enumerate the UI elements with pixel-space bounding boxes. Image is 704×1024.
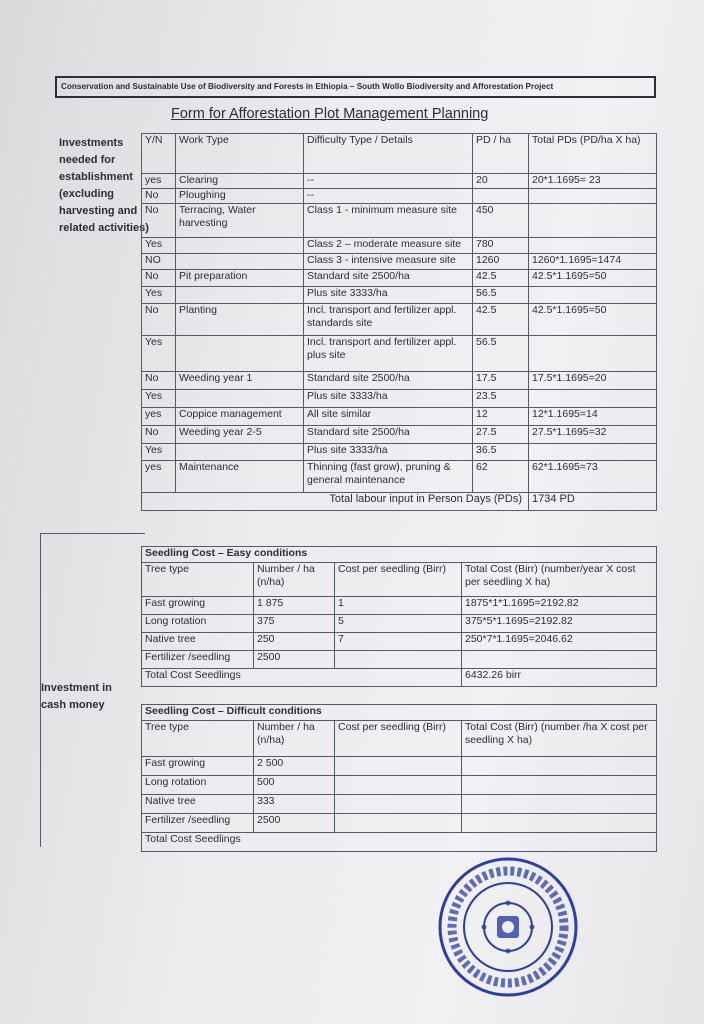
cell-yn: No <box>142 204 176 238</box>
cell-cost: 5 <box>335 615 462 633</box>
header-yn: Y/N <box>142 134 176 174</box>
cell-total: 17.5*1.1695=20 <box>529 372 657 390</box>
cell-total <box>462 651 657 669</box>
cell-total <box>529 336 657 372</box>
easy-total-label: Total Cost Seedlings <box>142 669 462 687</box>
cell-cost: 7 <box>335 633 462 651</box>
form-title: Form for Afforestation Plot Management Planning <box>171 106 489 122</box>
cell-total: 62*1.1695=73 <box>529 461 657 493</box>
table-row <box>142 287 657 304</box>
easy-header-total: Total Cost (Birr) (number/year X cost per seedling X ha) <box>462 563 657 597</box>
table-row <box>142 189 657 204</box>
table-row <box>142 633 657 651</box>
cell-work: Terracing, Water harvesting <box>176 204 304 238</box>
labour-table <box>141 133 657 511</box>
cell-number: 500 <box>254 776 335 795</box>
cell-cost <box>335 651 462 669</box>
difficult-header-cost: Cost per seedling (Birr) <box>335 721 462 757</box>
cell-number: 333 <box>254 795 335 814</box>
table-row <box>142 408 657 426</box>
easy-section-title: Seedling Cost – Easy conditions <box>142 547 657 563</box>
cell-diff: Thinning (fast grow), pruning & general maintenance <box>304 461 473 493</box>
cell-cost <box>335 776 462 795</box>
cell-number: 2500 <box>254 814 335 833</box>
cell-diff: -- <box>304 174 473 189</box>
difficult-header-row <box>142 721 657 757</box>
cell-pd: 20 <box>473 174 529 189</box>
cell-pd: 42.5 <box>473 270 529 287</box>
cell-diff: All site similar <box>304 408 473 426</box>
cell-diff: Plus site 3333/ha <box>304 390 473 408</box>
cell-diff: Standard site 2500/ha <box>304 372 473 390</box>
cell-total: 375*5*1.1695=2192.82 <box>462 615 657 633</box>
cell-diff: Class 2 – moderate measure site <box>304 238 473 254</box>
table-row <box>142 795 657 814</box>
cell-number: 250 <box>254 633 335 651</box>
cell-work <box>176 390 304 408</box>
cell-work <box>176 254 304 270</box>
cell-tree: Native tree <box>142 795 254 814</box>
cell-cost <box>335 757 462 776</box>
table-row <box>142 444 657 461</box>
cell-cost: 1 <box>335 597 462 615</box>
cell-yn: Yes <box>142 287 176 304</box>
cell-work: Pit preparation <box>176 270 304 287</box>
table-row <box>142 814 657 833</box>
table-row <box>142 461 657 493</box>
easy-total-row <box>142 669 657 687</box>
cell-total: 250*7*1.1695=2046.62 <box>462 633 657 651</box>
difficult-header-tree: Tree type <box>142 721 254 757</box>
table-row <box>142 615 657 633</box>
cell-work: Planting <box>176 304 304 336</box>
section-cash-label: Investment in cash money <box>41 682 112 711</box>
table-row <box>142 390 657 408</box>
cell-yn: yes <box>142 174 176 189</box>
cell-number: 1 875 <box>254 597 335 615</box>
cell-work <box>176 444 304 461</box>
cell-yn: No <box>142 372 176 390</box>
cell-total <box>529 444 657 461</box>
table-row <box>142 204 657 238</box>
cell-yn: No <box>142 189 176 204</box>
cell-diff: Incl. transport and fertilizer appl. plus site <box>304 336 473 372</box>
cell-number: 2 500 <box>254 757 335 776</box>
cell-total <box>529 390 657 408</box>
cell-diff: Standard site 2500/ha <box>304 270 473 287</box>
cell-total <box>529 287 657 304</box>
cell-tree: Fertilizer /seedling <box>142 651 254 669</box>
cell-total: 20*1.1695= 23 <box>529 174 657 189</box>
cell-work: Weeding year 2-5 <box>176 426 304 444</box>
easy-header-row <box>142 563 657 597</box>
cell-total: 42.5*1.1695=50 <box>529 304 657 336</box>
cell-pd: 450 <box>473 204 529 238</box>
cell-total <box>529 238 657 254</box>
table-row <box>142 336 657 372</box>
cell-work <box>176 238 304 254</box>
cell-diff: Plus site 3333/ha <box>304 444 473 461</box>
cell-total: 12*1.1695=14 <box>529 408 657 426</box>
cell-yn: yes <box>142 408 176 426</box>
cell-total <box>529 189 657 204</box>
easy-total-value: 6432.26 birr <box>462 669 657 687</box>
table-row <box>142 254 657 270</box>
difficult-seedling-table <box>141 704 657 852</box>
easy-header-number: Number / ha (n/ha) <box>254 563 335 597</box>
table-row <box>142 757 657 776</box>
difficult-header-total: Total Cost (Birr) (number /ha X cost per seedling X ha) <box>462 721 657 757</box>
table-row <box>142 174 657 189</box>
cell-pd <box>473 189 529 204</box>
cell-yn: Yes <box>142 444 176 461</box>
cell-yn: yes <box>142 461 176 493</box>
cell-yn: NO <box>142 254 176 270</box>
cell-pd: 17.5 <box>473 372 529 390</box>
cell-total <box>462 814 657 833</box>
total-labour-label: Total labour input in Person Days (PDs) <box>142 493 529 511</box>
cell-total: 1875*1*1.1695=2192.82 <box>462 597 657 615</box>
cell-yn: No <box>142 426 176 444</box>
table-row <box>142 270 657 287</box>
cell-tree: Long rotation <box>142 615 254 633</box>
cell-total <box>462 757 657 776</box>
cell-pd: 23.5 <box>473 390 529 408</box>
section-divider <box>40 533 145 847</box>
cell-pd: 12 <box>473 408 529 426</box>
total-labour-row <box>142 493 657 511</box>
cell-pd: 56.5 <box>473 336 529 372</box>
cell-yn: Yes <box>142 390 176 408</box>
table-row <box>142 426 657 444</box>
easy-header-cost: Cost per seedling (Birr) <box>335 563 462 597</box>
labour-header-row <box>142 134 657 174</box>
cell-tree: Fast growing <box>142 757 254 776</box>
cell-pd: 27.5 <box>473 426 529 444</box>
cell-total <box>462 776 657 795</box>
cell-total: 1260*1.1695=1474 <box>529 254 657 270</box>
cell-diff: Class 1 - minimum measure site <box>304 204 473 238</box>
difficult-section-title: Seedling Cost – Difficult conditions <box>142 705 657 721</box>
cell-total <box>529 204 657 238</box>
cell-yn: No <box>142 304 176 336</box>
cell-work: Clearing <box>176 174 304 189</box>
header-pd-ha: PD / ha <box>473 134 529 174</box>
cell-tree: Fast growing <box>142 597 254 615</box>
afforestation-form <box>41 76 656 860</box>
cell-diff: Class 3 - intensive measure site <box>304 254 473 270</box>
easy-seedling-table <box>141 546 657 687</box>
cell-work: Weeding year 1 <box>176 372 304 390</box>
section-investments-label: Investments needed for establishment (excluding harvesting and related activities) <box>59 137 149 234</box>
difficult-total-row <box>142 833 657 852</box>
difficult-total-label: Total Cost Seedlings <box>142 833 657 852</box>
header-total-pds: Total PDs (PD/ha X ha) <box>529 134 657 174</box>
cell-tree: Native tree <box>142 633 254 651</box>
cell-total <box>462 795 657 814</box>
easy-header-tree: Tree type <box>142 563 254 597</box>
cell-yn: No <box>142 270 176 287</box>
header-difficulty: Difficulty Type / Details <box>304 134 473 174</box>
cell-work <box>176 287 304 304</box>
project-title: Conservation and Sustainable Use of Biodiversity and Forests in Ethiopia – South Wollo Biodiversity and Afforestation Project <box>55 76 656 98</box>
table-row <box>142 238 657 254</box>
cell-work: Coppice management <box>176 408 304 426</box>
cell-diff: Incl. transport and fertilizer appl. standards site <box>304 304 473 336</box>
cell-work <box>176 336 304 372</box>
cell-work: Maintenance <box>176 461 304 493</box>
official-seal-stamp <box>437 856 579 998</box>
total-labour-value: 1734 PD <box>529 493 657 511</box>
cell-cost <box>335 814 462 833</box>
cell-pd: 56.5 <box>473 287 529 304</box>
cell-tree: Fertilizer /seedling <box>142 814 254 833</box>
cell-pd: 42.5 <box>473 304 529 336</box>
cell-pd: 62 <box>473 461 529 493</box>
cell-yn: Yes <box>142 238 176 254</box>
cell-total: 27.5*1.1695=32 <box>529 426 657 444</box>
cell-pd: 36.5 <box>473 444 529 461</box>
cell-pd: 780 <box>473 238 529 254</box>
cell-number: 2500 <box>254 651 335 669</box>
cell-yn: Yes <box>142 336 176 372</box>
cell-pd: 1260 <box>473 254 529 270</box>
cell-diff: -- <box>304 189 473 204</box>
header-work-type: Work Type <box>176 134 304 174</box>
table-row <box>142 776 657 795</box>
cell-number: 375 <box>254 615 335 633</box>
table-row <box>142 651 657 669</box>
cell-diff: Standard site 2500/ha <box>304 426 473 444</box>
table-row <box>142 597 657 615</box>
difficult-header-number: Number / ha (n/ha) <box>254 721 335 757</box>
cell-diff: Plus site 3333/ha <box>304 287 473 304</box>
table-row <box>142 304 657 336</box>
cell-total: 42.5*1.1695=50 <box>529 270 657 287</box>
cell-cost <box>335 795 462 814</box>
cell-tree: Long rotation <box>142 776 254 795</box>
table-row <box>142 372 657 390</box>
cell-work: Ploughing <box>176 189 304 204</box>
